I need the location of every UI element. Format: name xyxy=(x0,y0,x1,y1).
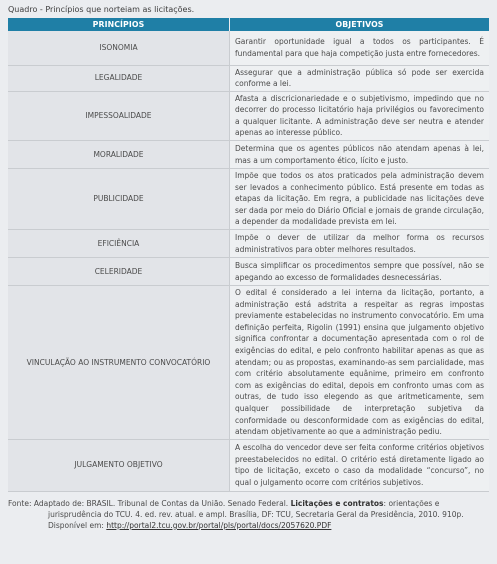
principle-cell: VINCULAÇÃO AO INSTRUMENTO CONVOCATÓRIO xyxy=(8,286,230,440)
table-row xyxy=(8,439,489,491)
document xyxy=(8,4,489,531)
objective-cell: A escolha do vencedor deve ser feita conforme critérios objetivos preestabelecidos no edital. O critério está diretamente ligado ao tipo de licitação, exceto o caso da modalidade “concurso”, no qual o julgamento ocorre com critérios subjetivos. xyxy=(230,439,490,491)
table-row xyxy=(8,258,489,286)
objective-cell: Assegurar que a administração pública só pode ser exercida conforme a lei. xyxy=(230,65,490,91)
footer-prefix: Fonte: Adaptado de: BRASIL. Tribunal de Contas da União. Senado Federal. xyxy=(8,498,289,508)
header-objetivos: OBJETIVOS xyxy=(230,18,490,31)
objective-cell: Busca simplificar os procedimentos sempre que possível, não se apegando ao excesso de formalidades desnecessárias. xyxy=(230,258,490,286)
objective-cell: Garantir oportunidade igual a todos os participantes. É fundamental para que haja competição justa entre fornecedores. xyxy=(230,31,490,65)
principle-cell: ISONOMIA xyxy=(8,31,230,65)
table-row xyxy=(8,31,489,65)
table-row xyxy=(8,169,489,230)
footer-bold-title: Licitações e contratos xyxy=(290,498,384,508)
objective-cell: O edital é considerado a lei interna da licitação, portanto, a administração está adstrita a respeitar as regras impostas previamente estabelecidas no instrumento convocatório. Em uma definição perfeita, Rigolin (1991) ensina que julgamento objetivo significa confrontar a documentação apresentada com o rol de exigências do edital, e pelo confronto habilitar apenas as que as atendam; ou as propostas, examinando-as sem parcialidade, mas com critério absolutamente equânime, primeiro em confronto com as exigências do edital, depois em confronto umas com as outras, de tudo isso elegendo as que aritmeticamente, sem qualquer possibilidade de interpretação subjetiva da conformidade ou desconformidade com as exigências do edital, atendam objetivamente ao que a administração pediu. xyxy=(230,286,490,440)
objective-cell: Impõe que todos os atos praticados pela administração devem ser levados a conhecimento público. Está presente em todas as etapas da licitação. Em regra, a publicidade nas licitações deve ser dada por meio do Diário Oficial e jornais de grande circulação, a depender da modalidade prevista em lei. xyxy=(230,169,490,230)
principle-cell: MORALIDADE xyxy=(8,141,230,169)
objective-cell: Determina que os agentes públicos não atendam apenas à lei, mas a um comportamento ético, lícito e justo. xyxy=(230,141,490,169)
table-caption: Quadro - Princípios que norteiam as licitações. xyxy=(8,5,195,14)
source-footer xyxy=(8,498,489,531)
principle-cell: PUBLICIDADE xyxy=(8,169,230,230)
footer-middle: : orientações e jurisprudência do TCU. 4. ed. rev. atual. e ampl. Brasília, DF: TCU, Secretaria Geral da Presidência, 2010. 910p. Disponível em: xyxy=(48,498,464,530)
objective-cell: Impõe o dever de utilizar da melhor forma os recursos administrativos para obter melhores resultados. xyxy=(230,230,490,258)
table-row xyxy=(8,91,489,140)
table-row xyxy=(8,230,489,258)
header-row xyxy=(8,18,489,31)
table-row xyxy=(8,141,489,169)
principle-cell: CELERIDADE xyxy=(8,258,230,286)
principle-cell: LEGALIDADE xyxy=(8,65,230,91)
principle-cell: IMPESSOALIDADE xyxy=(8,91,230,140)
principle-cell: JULGAMENTO OBJETIVO xyxy=(8,439,230,491)
objective-cell: Afasta a discricionariedade e o subjetivismo, impedindo que no decorrer do processo licitatório haja privilégios ou favorecimento a qualquer licitante. A administração deve ser neutra e atender apenas ao interesse público. xyxy=(230,91,490,140)
principles-table xyxy=(8,18,489,492)
header-principios: PRINCÍPIOS xyxy=(8,18,230,31)
table-row xyxy=(8,65,489,91)
table-row xyxy=(8,286,489,440)
principle-cell: EFICIÊNCIA xyxy=(8,230,230,258)
source-link[interactable]: http://portal2.tcu.gov.br/portal/pls/portal/docs/2057620.PDF xyxy=(106,520,332,530)
